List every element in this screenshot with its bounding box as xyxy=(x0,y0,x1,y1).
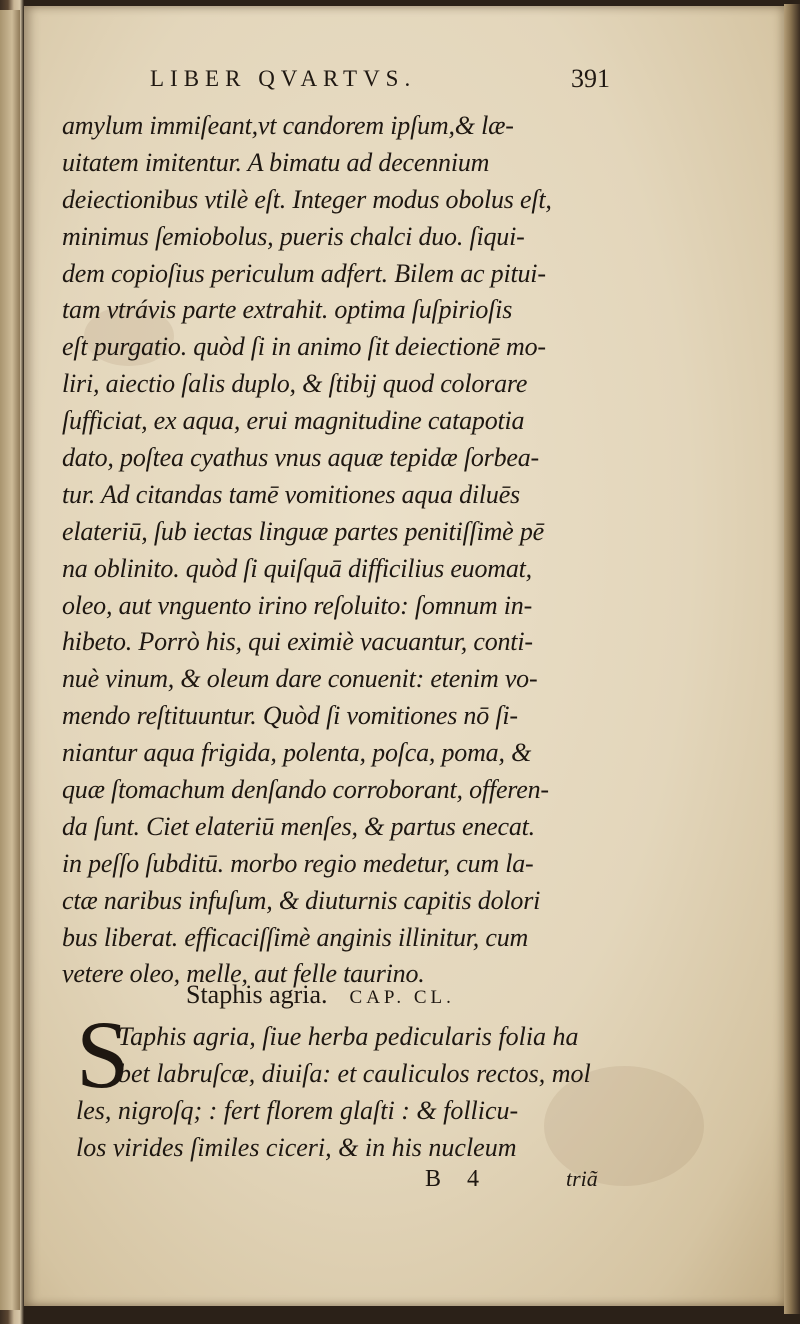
text-line: tam vtrávis parte extrahit. optima ſuſpirioſis xyxy=(62,295,513,325)
chapter-number: CAP. CL. xyxy=(349,987,455,1008)
previous-page-edge xyxy=(0,10,20,1310)
chapter-body-continued xyxy=(76,1092,636,1166)
text-line: vetere oleo, melle, aut felle taurino. xyxy=(62,959,425,989)
page-fore-edge xyxy=(784,4,800,1314)
catchword: triã xyxy=(566,1166,598,1191)
chapter-body-opening xyxy=(118,1018,638,1092)
text-line: nuè vinum, & oleum dare conuenit: etenim vo- xyxy=(62,664,538,694)
running-title: LIBER QVARTVS. xyxy=(150,66,417,91)
chapter-heading xyxy=(186,980,455,1010)
text-line: ctæ naribus infuſum, & diuturnis capitis dolori xyxy=(62,885,541,915)
text-line: bet labruſcæ, diuiſa: et cauliculos rectos, mol xyxy=(118,1058,591,1088)
text-line: amylum immiſeant,vt candorem ipſum,& læ- xyxy=(62,111,514,140)
text-line: minimus ſemiobolus, pueris chalci duo. ſiqui- xyxy=(62,221,525,251)
text-line: in peſſo ſubditū. morbo regio medetur, cum la- xyxy=(62,848,534,878)
text-line: liri, aiectio ſalis duplo, & ſtibij quod colorare xyxy=(62,369,528,399)
text-line: ſufficiat, ex aqua, erui magnitudine catapotia xyxy=(62,406,525,436)
text-line: eſt purgatio. quòd ſi in animo ſit deiectionē mo- xyxy=(62,332,546,362)
signature-mark: B 4 xyxy=(425,1166,490,1192)
text-line: niantur aqua frigida, polenta, poſca, poma, & xyxy=(62,738,532,768)
drop-capital: S xyxy=(76,1001,130,1108)
text-line: elateriū, ſub iectas linguæ partes penitiſſimè pē xyxy=(62,516,544,546)
text-line: da ſunt. Ciet elateriū menſes, & partus enecat. xyxy=(62,811,535,841)
text-line: Taphis agria, ſiue herba pedicularis folia ha xyxy=(118,1022,579,1051)
page-header xyxy=(150,66,610,100)
text-line: oleo, aut vnguento irino reſoluito: ſomnum in- xyxy=(62,590,533,620)
text-line: uitatem imitentur. A bimatu ad decennium xyxy=(62,147,490,177)
text-line: mendo reſtituuntur. Quòd ſi vomitiones nō ſi- xyxy=(62,701,518,731)
text-line: los virides ſimiles ciceri, & in his nucleum xyxy=(76,1132,517,1162)
text-line: deiectionibus vtilè eſt. Integer modus obolus eſt, xyxy=(62,184,552,214)
text-line: les, nigroſq; : fert florem glaſti : & follicu- xyxy=(76,1096,519,1125)
text-line: dato, poſtea cyathus vnus aquæ tepidæ ſorbea- xyxy=(62,443,540,473)
folio-number: 391 xyxy=(571,64,610,93)
text-line: bus liberat. efficaciſſimè anginis illinitur, cum xyxy=(62,922,529,952)
body-text xyxy=(62,108,632,993)
text-line: na oblinito. quòd ſi quiſquā difficilius euomat, xyxy=(62,553,532,583)
text-line: dem copioſius periculum adfert. Bilem ac pitui- xyxy=(62,258,546,288)
chapter-title: Staphis agria. xyxy=(186,980,328,1009)
text-line: hibeto. Porrò his, qui eximiè vacuantur, conti- xyxy=(62,627,533,657)
text-line: tur. Ad citandas tamē vomitiones aqua diluēs xyxy=(62,479,520,509)
text-line: quæ ſtomachum denſando corroborant, offeren- xyxy=(62,775,549,805)
